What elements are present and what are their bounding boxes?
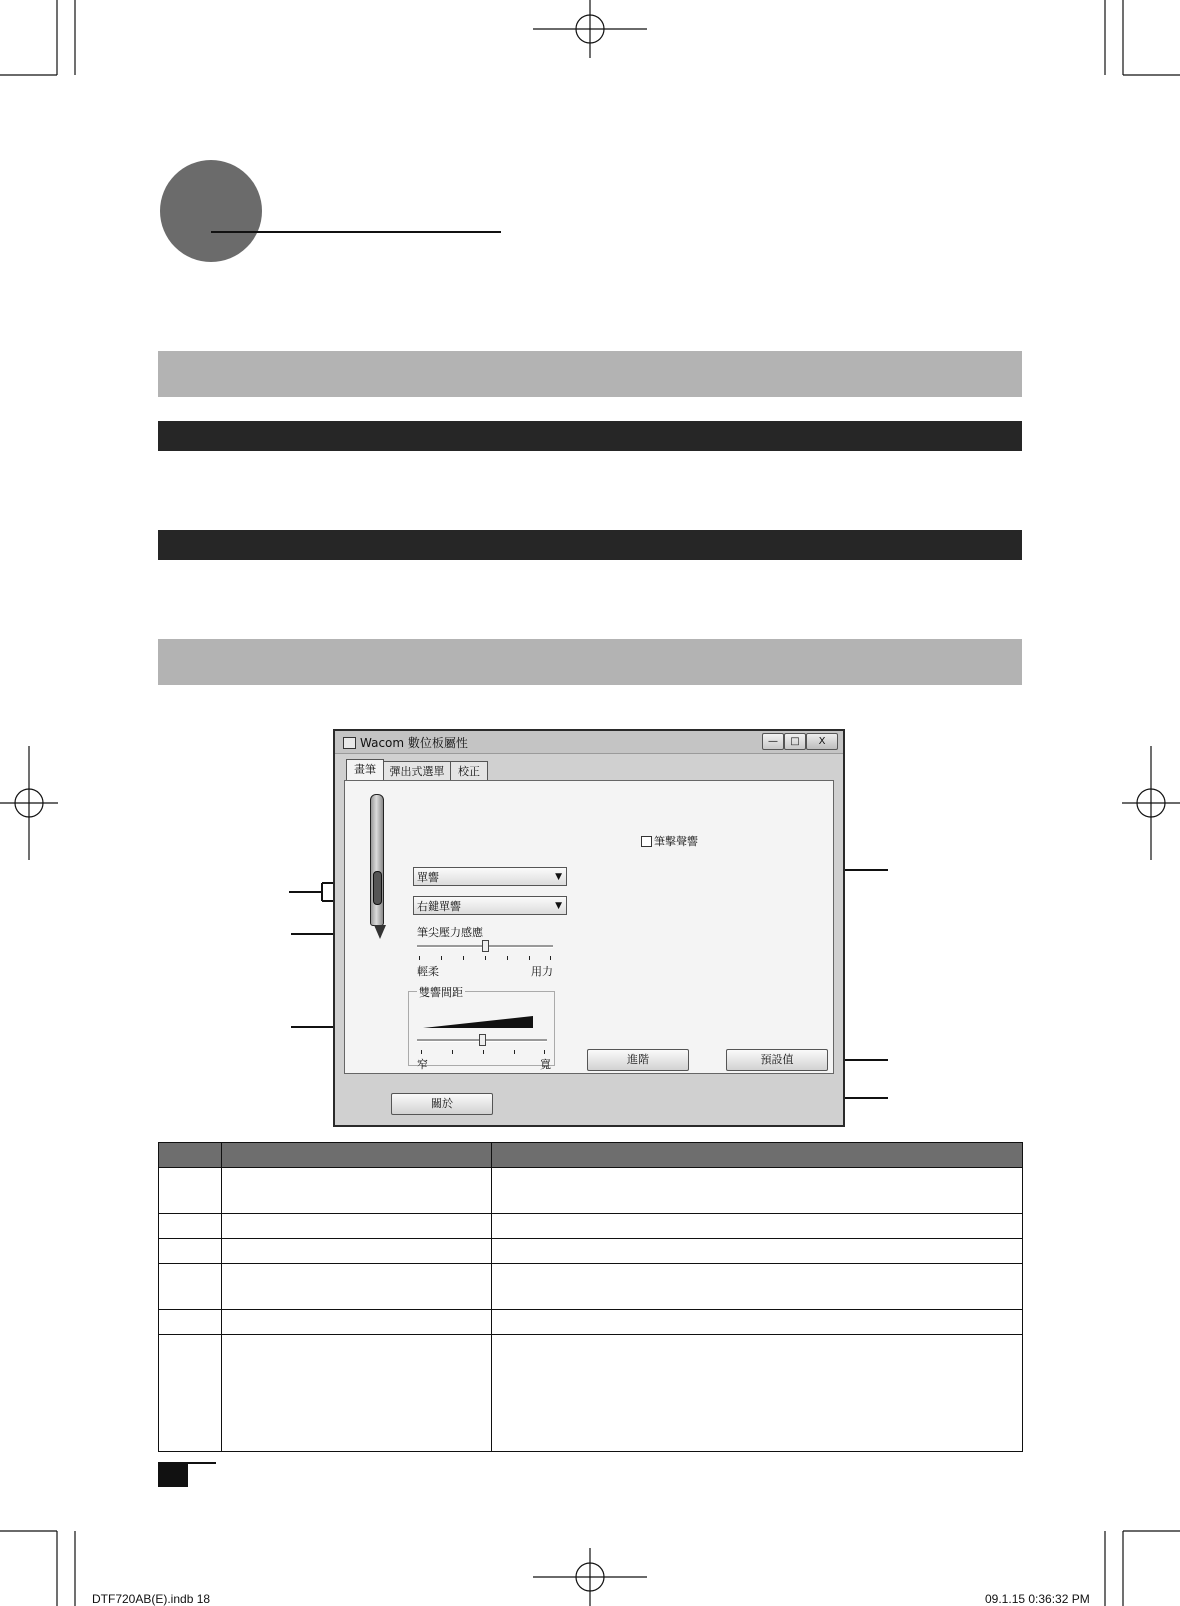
table-row bbox=[159, 1168, 1023, 1214]
tab-pen[interactable]: 畫筆 bbox=[346, 759, 384, 781]
slug-filename: DTF720AB(E).indb 18 bbox=[92, 1592, 211, 1606]
table-row bbox=[159, 1335, 1023, 1452]
minimize-button[interactable]: — bbox=[762, 733, 784, 750]
section-band-2 bbox=[158, 639, 1022, 685]
app-icon bbox=[343, 737, 356, 749]
tick-mark bbox=[507, 956, 508, 960]
tick-mark bbox=[463, 956, 464, 960]
tick-mark bbox=[419, 956, 420, 960]
double-click-label: 雙響間距 bbox=[419, 986, 463, 999]
tick-mark bbox=[544, 1050, 545, 1054]
subsection-band-2 bbox=[158, 530, 1022, 560]
section-band-1 bbox=[158, 351, 1022, 397]
tick-mark bbox=[514, 1050, 515, 1054]
tick-mark bbox=[529, 956, 530, 960]
lower-button-select[interactable] bbox=[413, 896, 567, 915]
about-button[interactable]: 關於 bbox=[391, 1093, 493, 1115]
tip-feel-soft-label: 輕柔 bbox=[417, 965, 439, 978]
double-click-off-label: 窄 bbox=[417, 1058, 428, 1071]
default-button[interactable]: 預設值 bbox=[726, 1049, 828, 1071]
table-row bbox=[159, 1239, 1023, 1264]
pen-side-switch bbox=[373, 871, 382, 905]
tip-sound-checkbox[interactable] bbox=[641, 836, 652, 847]
upper-button-select[interactable] bbox=[413, 867, 567, 886]
close-button[interactable]: X bbox=[806, 733, 838, 750]
chevron-down-icon: ▼ bbox=[555, 872, 562, 882]
advanced-button[interactable]: 進階 bbox=[587, 1049, 689, 1071]
chapter-rule bbox=[211, 231, 501, 233]
maximize-button[interactable]: □ bbox=[784, 733, 806, 750]
tip-sound-label: 筆擊聲響 bbox=[654, 835, 698, 848]
lower-button-value: 右鍵單響 bbox=[417, 900, 461, 913]
chevron-down-icon: ▼ bbox=[555, 901, 562, 911]
table-row bbox=[159, 1214, 1023, 1239]
tip-feel-slider[interactable] bbox=[482, 940, 489, 952]
tick-mark bbox=[483, 1050, 484, 1054]
description-table bbox=[158, 1142, 1023, 1452]
tick-mark bbox=[452, 1050, 453, 1054]
dialog-title: Wacom 數位板屬性 bbox=[360, 736, 468, 750]
tick-mark bbox=[485, 956, 486, 960]
subsection-band-1 bbox=[158, 421, 1022, 451]
upper-button-value: 單響 bbox=[417, 871, 439, 884]
chapter-disc bbox=[160, 160, 262, 262]
title-bar bbox=[335, 731, 843, 754]
double-click-group bbox=[408, 991, 555, 1066]
tab-calibrate[interactable]: 校正 bbox=[450, 761, 488, 781]
tick-mark bbox=[421, 1050, 422, 1054]
tablet-properties-dialog bbox=[333, 729, 845, 1127]
tip-feel-firm-label: 用力 bbox=[531, 965, 553, 978]
slug-timestamp: 09.1.15 0:36:32 PM bbox=[985, 1592, 1090, 1606]
tab-popup-menu[interactable]: 彈出式選單 bbox=[383, 761, 451, 781]
double-click-slider[interactable] bbox=[479, 1034, 486, 1046]
tick-mark bbox=[550, 956, 551, 960]
pen-illustration bbox=[370, 794, 384, 926]
table-row bbox=[159, 1264, 1023, 1310]
page-number-block bbox=[158, 1462, 188, 1487]
table-header-row bbox=[159, 1143, 1023, 1168]
double-click-large-label: 寬 bbox=[540, 1058, 551, 1071]
tip-feel-label: 筆尖壓力感應 bbox=[417, 926, 483, 939]
pen-tip bbox=[374, 925, 386, 939]
table-row bbox=[159, 1310, 1023, 1335]
page-number-rule bbox=[188, 1462, 216, 1464]
tick-mark bbox=[441, 956, 442, 960]
